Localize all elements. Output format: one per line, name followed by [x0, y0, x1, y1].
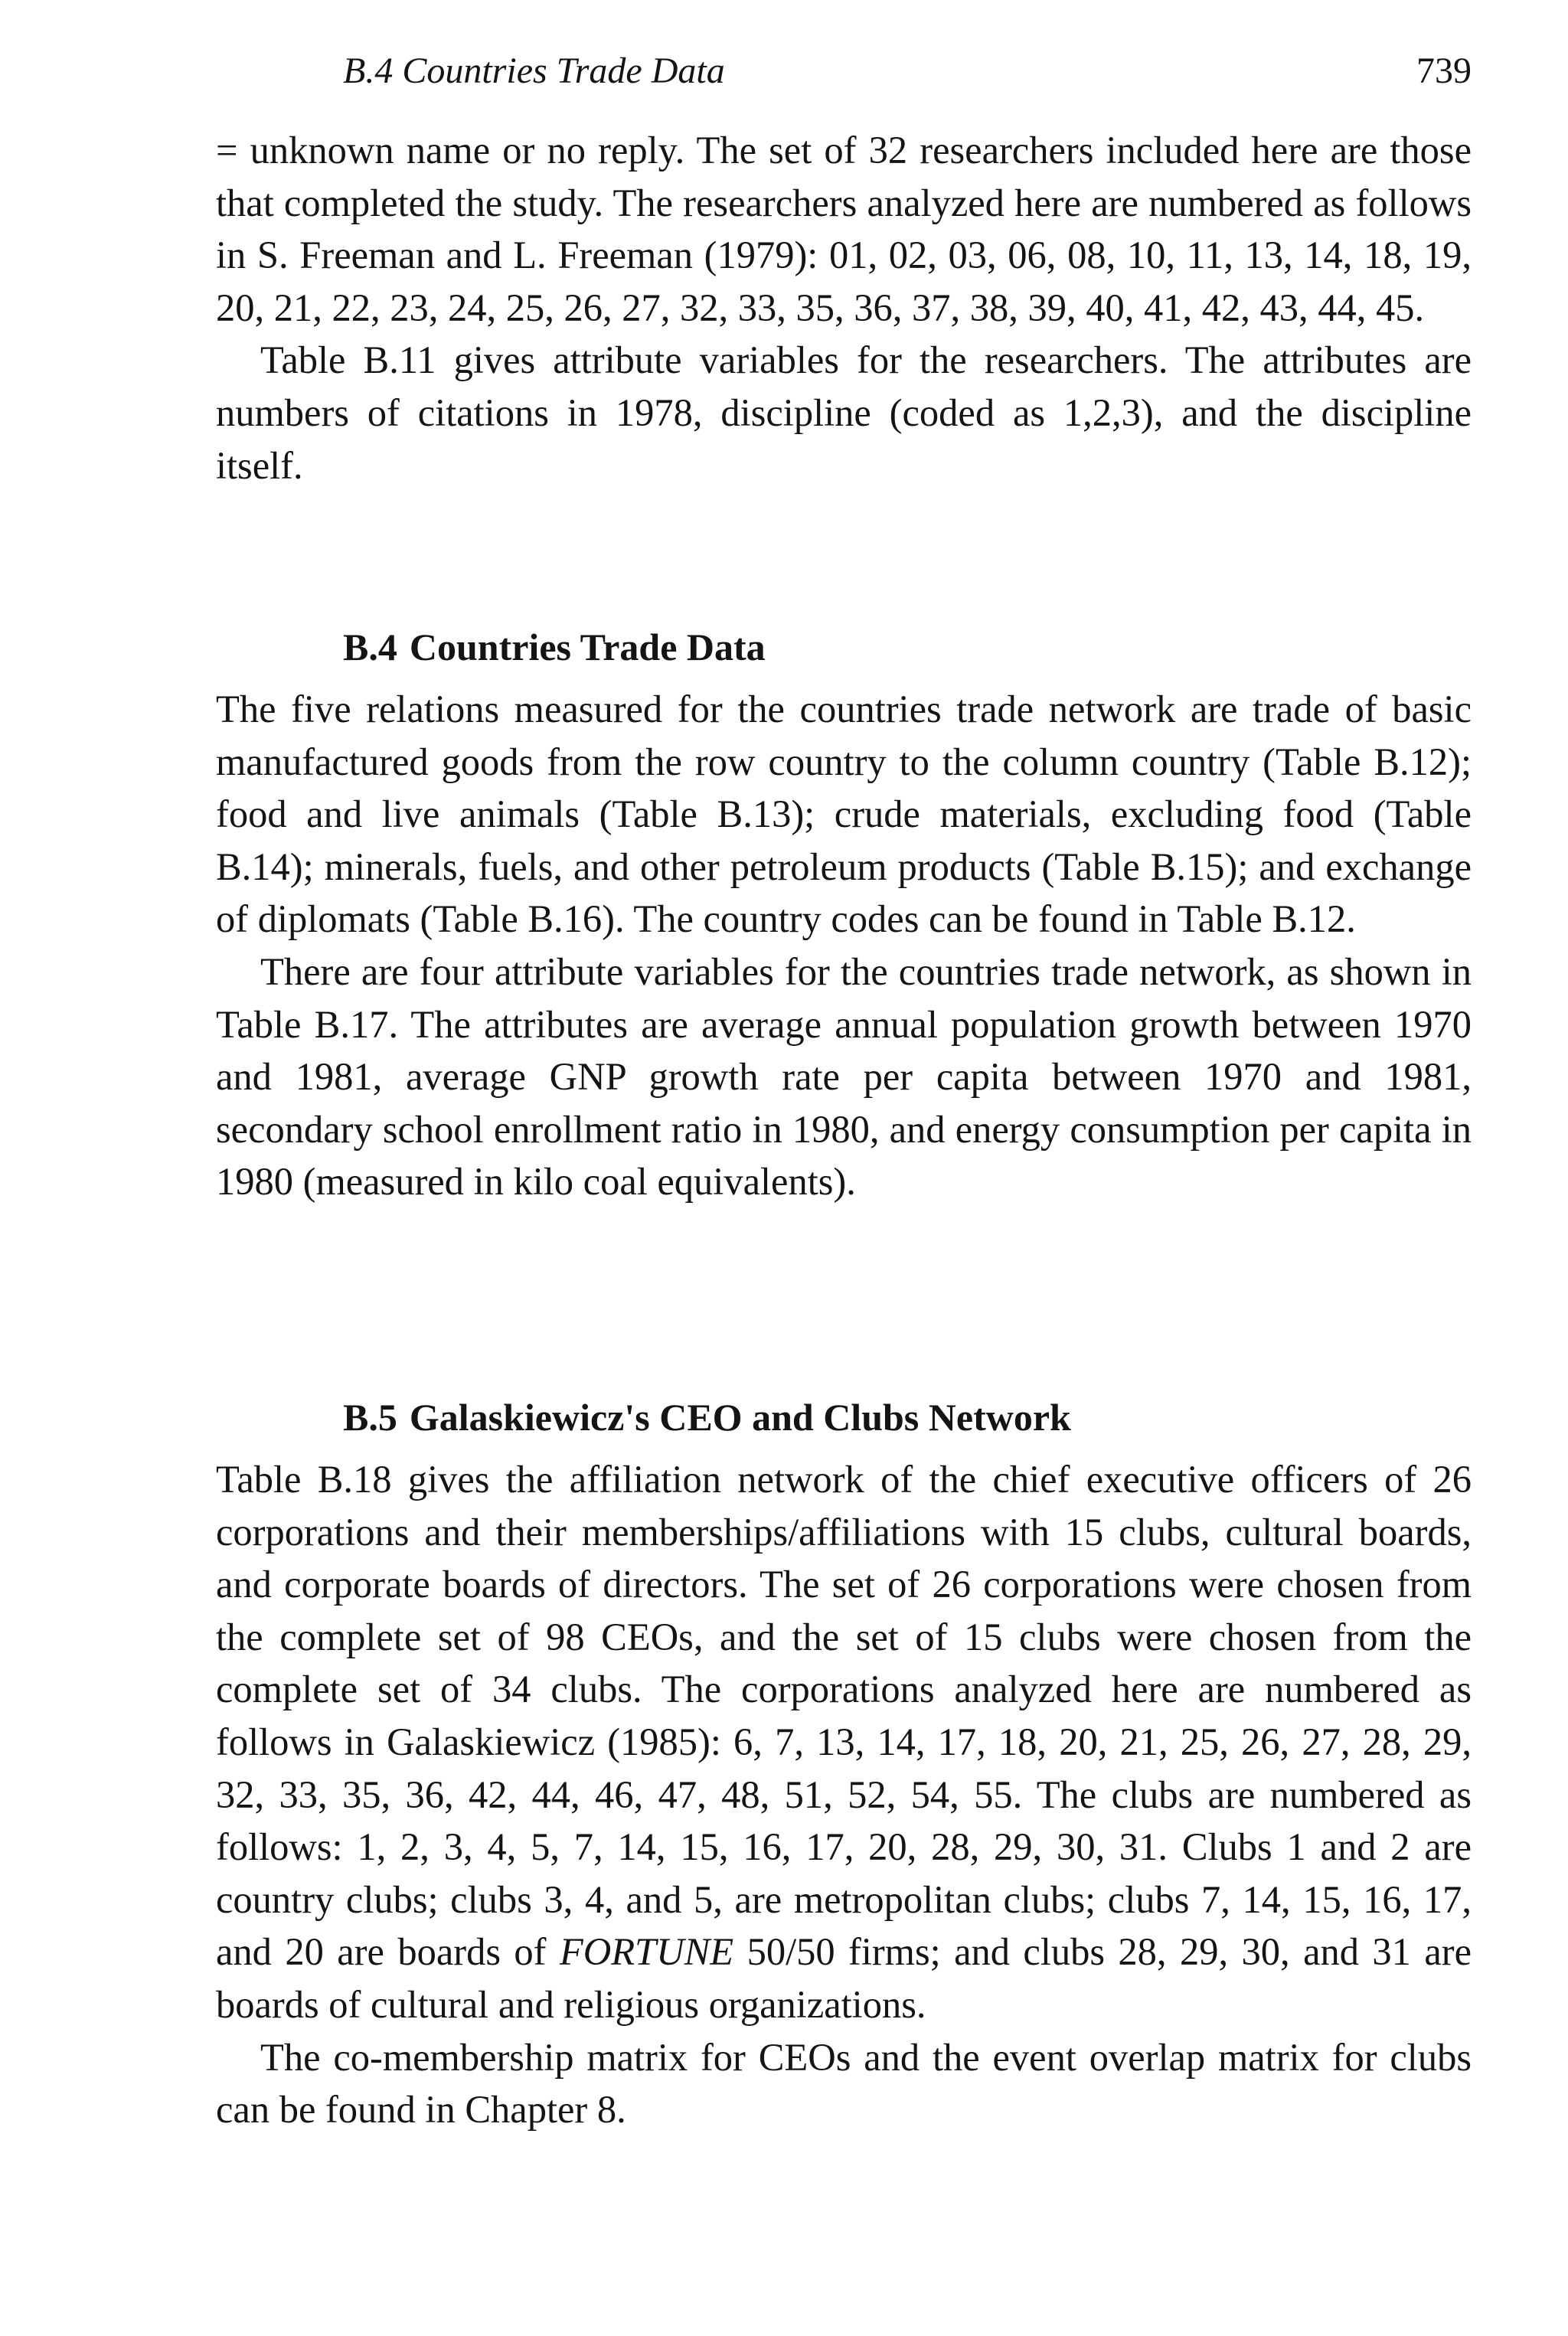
section-b5-title: Galaskiewicz's CEO and Clubs Network	[409, 1396, 1071, 1439]
intro-text-block	[216, 124, 1472, 492]
section-b4-number: B.4	[343, 626, 397, 668]
section-b5-heading	[343, 1390, 1568, 1444]
fortune-magazine-name: FORTUNE	[559, 1930, 734, 1974]
section-b5-paragraph-1	[216, 1453, 1472, 2031]
section-b4-title: Countries Trade Data	[409, 626, 766, 668]
section-b5-text-block	[216, 1453, 1472, 2136]
section-b5-paragraph-1-text-a: Table B.18 gives the affiliation network of the chief executive officers of 26 corporations and their memberships/affiliations with 15 clubs, cultural boards, and corporate boards of directors. The set of 26 corporations were chosen from the complete set of 98 CEOs, and the set of 15 clubs were chosen from the complete set of 34 clubs. The corporations analyzed here are numbered as follows in Galaskiewicz (1985): 6, 7, 13, 14, 17, 18, 20, 21, 25, 26, 27, 28, 29, 32, 33, 35, 36, 42, 44, 46, 47, 48, 51, 52, 54, 55. The clubs are numbered as follows: 1, 2, 3, 4, 5, 7, 14, 15, 16, 17, 20, 28, 29, 30, 31. Clubs 1 and 2 are country clubs; clubs 3, 4, and 5, are metropolitan clubs; clubs 7, 14, 15, 16, 17, and 20 are boards of	[216, 1458, 1472, 1974]
section-b5-paragraph-1-text-b: 50/50 firms; and clubs 28, 29, 30, and 31 are boards of cultural and religious organizations.	[216, 1930, 1472, 2026]
page-number: 739	[1416, 51, 1472, 91]
intro-paragraph-2: Table B.11 gives attribute variables for the researchers. The attributes are numbers of citations in 1978, discipline (coded as 1,2,3), and the discipline itself.	[216, 338, 1472, 487]
section-b4-text-block	[216, 683, 1472, 1208]
section-b4-paragraph-1: The five relations measured for the countries trade network are trade of basic manufactured goods from the row country to the column country (Table B.12); food and live animals (Table B.13); crude materials, excluding food (Table B.14); minerals, fuels, and other petroleum products (Table B.15); and exchange of diplomats (Table B.16). The country codes can be found in Table B.12.	[216, 688, 1472, 941]
section-b5-number: B.5	[343, 1396, 397, 1439]
running-head-title: B.4 Countries Trade Data	[343, 51, 725, 91]
section-b5-paragraph-2: The co-membership matrix for CEOs and the event overlap matrix for clubs can be found in Chapter 8.	[216, 2035, 1472, 2132]
running-head	[216, 44, 1472, 98]
intro-paragraph-1: = unknown name or no reply. The set of 32 researchers included here are those that completed the study. The researchers analyzed here are numbered as follows in S. Freeman and L. Freeman (1979): 01, 02, 03, 06, 08, 10, 11, 13, 14, 18, 19, 20, 21, 22, 23, 24, 25, 26, 27, 32, 33, 35, 36, 37, 38, 39, 40, 41, 42, 43, 44, 45.	[216, 129, 1472, 329]
section-b4-paragraph-2: There are four attribute variables for the countries trade network, as shown in Table B.17. The attributes are average annual population growth between 1970 and 1981, average GNP growth rate per capita between 1970 and 1981, secondary school enrollment ratio in 1980, and energy consumption per capita in 1980 (measured in kilo coal equivalents).	[216, 949, 1472, 1204]
section-b4-heading	[343, 620, 1568, 674]
